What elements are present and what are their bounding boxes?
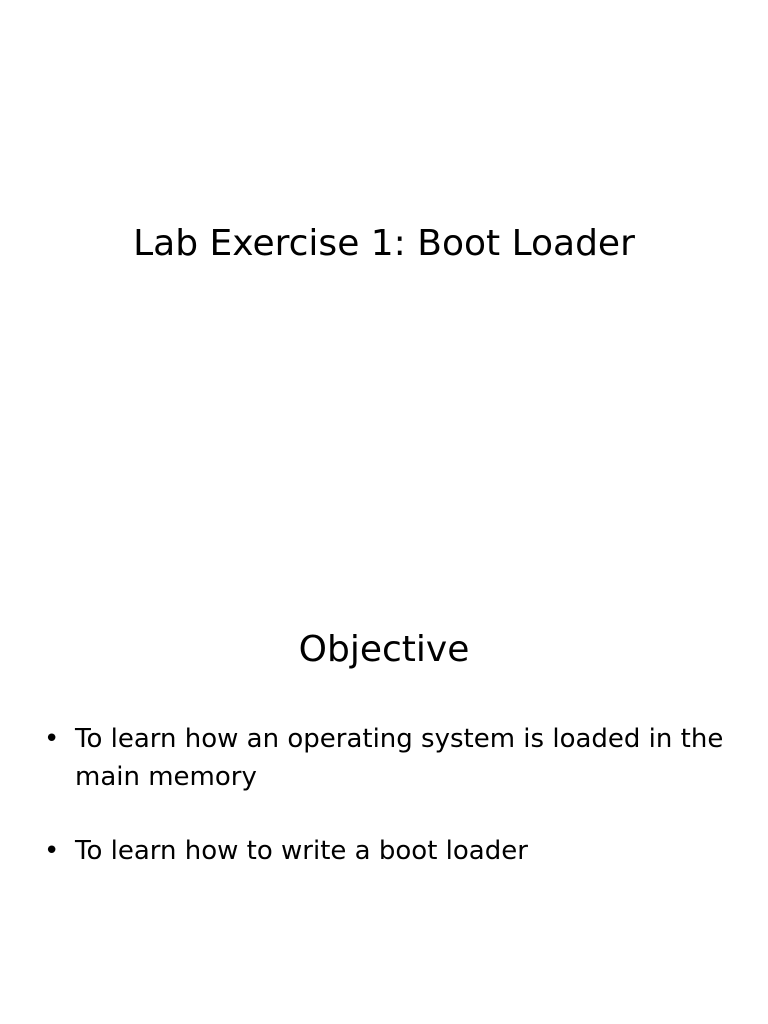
list-item-text: To learn how to write a boot loader (75, 836, 528, 866)
list-item (44, 720, 724, 796)
objective-slide (0, 512, 768, 1024)
slide-title: Lab Exercise 1: Boot Loader (133, 223, 635, 264)
list-item-text: To learn how an operating system is loaded in the main memory (75, 724, 724, 792)
bullet-icon: • (44, 724, 60, 754)
slide-heading: Objective (298, 629, 470, 670)
bullet-icon: • (44, 836, 60, 866)
list-item (44, 832, 724, 870)
objective-list (44, 720, 724, 906)
